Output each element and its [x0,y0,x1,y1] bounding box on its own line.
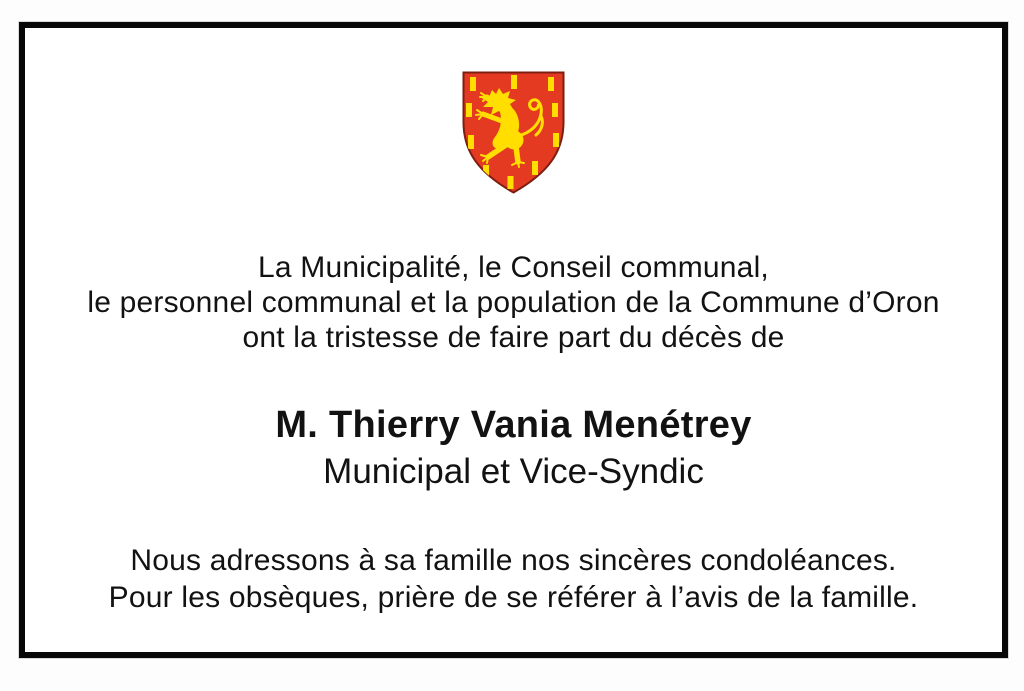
deceased-title: Municipal et Vice-Syndic [323,452,704,491]
closing-paragraph [25,542,1002,616]
deceased-name: M. Thierry Vania Menétrey [275,404,752,446]
closing-line-2: Pour les obsèques, prière de se référer à l’avis de la famille. [108,581,919,614]
closing-line-1: Nous adressons à sa famille nos sincères condoléances. [130,544,897,577]
intro-line-3: ont la tristesse de faire part du décès de [242,321,785,354]
intro-paragraph [25,250,1002,355]
announcement-card [19,22,1008,658]
intro-line-1: La Municipalité, le Conseil communal, [258,251,769,284]
intro-line-2: le personnel communal et la population de la Commune d’Oron [87,286,940,319]
lion-rampant-shield-icon [460,70,567,195]
coat-of-arms [25,70,1002,195]
